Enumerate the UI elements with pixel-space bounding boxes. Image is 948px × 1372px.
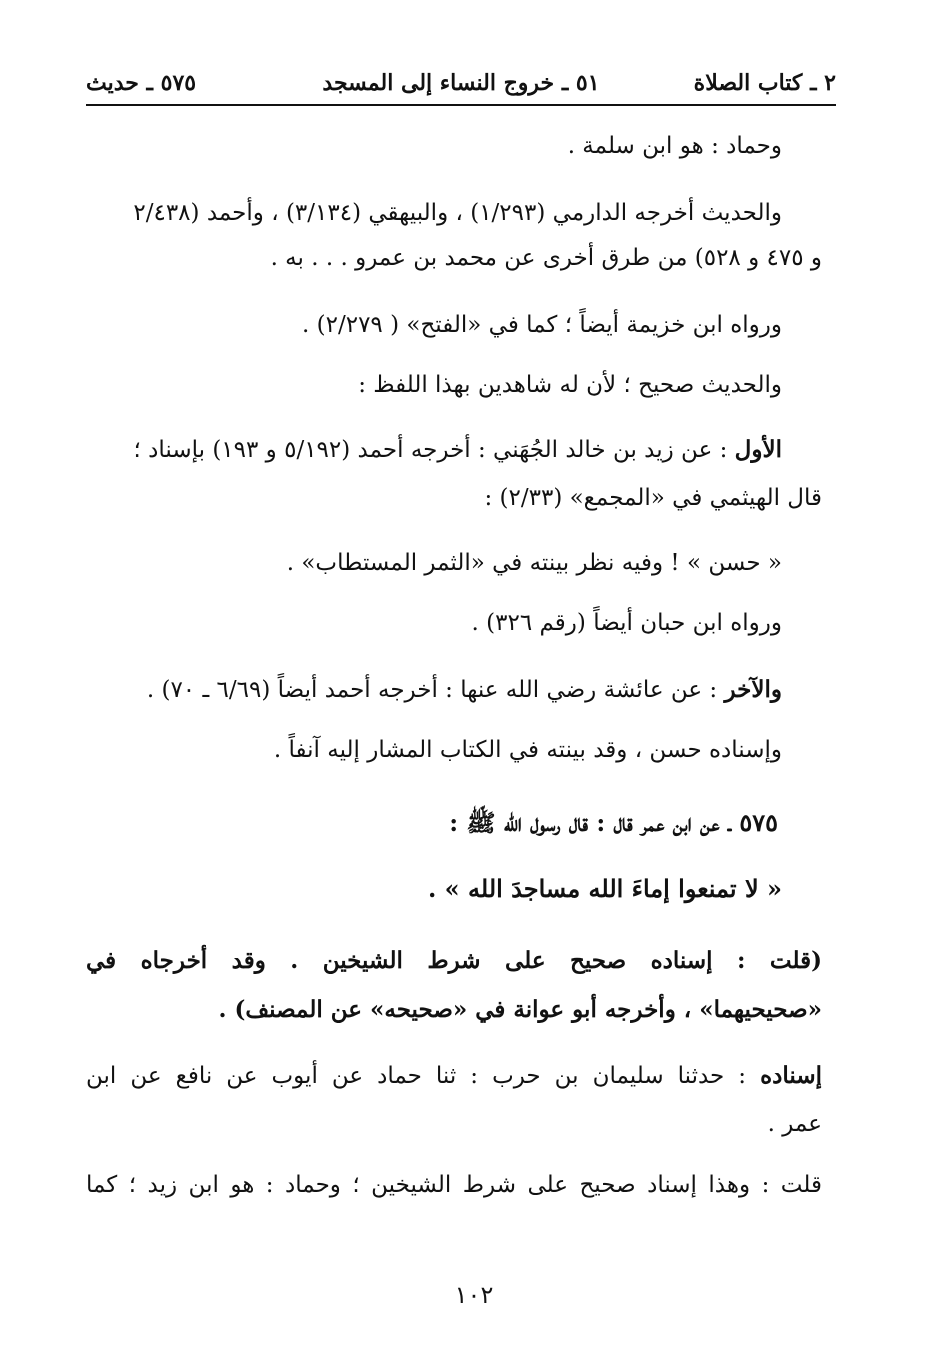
hadith-matn: « لا تمنعوا إماءَ الله مساجدَ الله » . bbox=[427, 874, 782, 903]
lead-word-first: الأول bbox=[734, 436, 782, 463]
paragraph-last: قلت : وهذا إسناد صحيح على شرط الشيخين ؛ وحماد : هو ابن زيد ؛ كما bbox=[86, 1172, 822, 1198]
header-rule bbox=[86, 104, 836, 106]
isnad-line-2: عمر . bbox=[767, 1111, 822, 1137]
header-hadith-number: ٥٧٥ ـ حديث bbox=[86, 70, 197, 96]
hadith-heading: ٥٧٥ ـ عن ابن عمر قال : قال رسول الله ﷺ : bbox=[449, 808, 778, 837]
paragraph-2-line-1: والحديث أخرجه الدارمي (١/٢٩٣) ، والبيهقي (٣/١٣٤) ، وأحمد (٢/٤٣٨ bbox=[133, 200, 782, 226]
paragraph-8 bbox=[147, 674, 782, 706]
grading-note-line-1: (قلت : إسناده صحيح على شرط الشيخين . وقد أخرجاه في bbox=[86, 947, 822, 974]
paragraph-5-line-1 bbox=[134, 434, 782, 466]
header-book-title: ٢ ـ كتاب الصلاة bbox=[693, 70, 836, 96]
paragraph-9: وإسناده حسن ، وقد بينته في الكتاب المشار إليه آنفاً . bbox=[273, 737, 782, 763]
lead-word-isnad: إسناده bbox=[760, 1062, 822, 1089]
paragraph-2-line-2: و ٤٧٥ و ٥٢٨) من طرق أخرى عن محمد بن عمرو . . . به . bbox=[270, 245, 822, 271]
paragraph-5-line-2: قال الهيثمي في «المجمع» (٢/٣٣) : bbox=[484, 485, 822, 511]
page-number: ١٠٢ bbox=[454, 1281, 494, 1309]
paragraph-6: « حسن » ! وفيه نظر بينته في «الثمر المستطاب» . bbox=[286, 550, 782, 576]
paragraph-4: والحديث صحيح ؛ لأن له شاهدين بهذا اللفظ : bbox=[358, 372, 782, 398]
lead-word-second: والآخر bbox=[724, 676, 782, 703]
grading-note-line-2: «صحيحيهما» ، وأخرجه أبو عوانة في «صحيحه» عن المصنف) . bbox=[218, 996, 822, 1023]
paragraph-3: ورواه ابن خزيمة أيضاً ؛ كما في «الفتح» ( ٢/٢٧٩) . bbox=[302, 312, 782, 338]
running-header bbox=[86, 64, 836, 104]
header-chapter-title: ٥١ ـ خروج النساء إلى المسجد bbox=[322, 70, 600, 96]
paragraph-1: وحماد : هو ابن سلمة . bbox=[567, 133, 782, 159]
isnad-line-1 bbox=[86, 1060, 822, 1092]
paragraph-5-text: : عن زيد بن خالد الجُهَني : أخرجه أحمد (٥/١٩٢ و ١٩٣) بإسناد ؛ bbox=[133, 437, 728, 463]
paragraph-7: ورواه ابن حبان أيضاً (رقم ٣٢٦) . bbox=[471, 610, 782, 636]
paragraph-8-text: : عن عائشة رضي الله عنها : أخرجه أحمد أيضاً (٦/٦٩ ـ ٧٠) . bbox=[146, 677, 718, 703]
isnad-text: : حدثنا سليمان بن حرب : ثنا حماد عن أيوب عن نافع عن ابن bbox=[86, 1063, 747, 1089]
